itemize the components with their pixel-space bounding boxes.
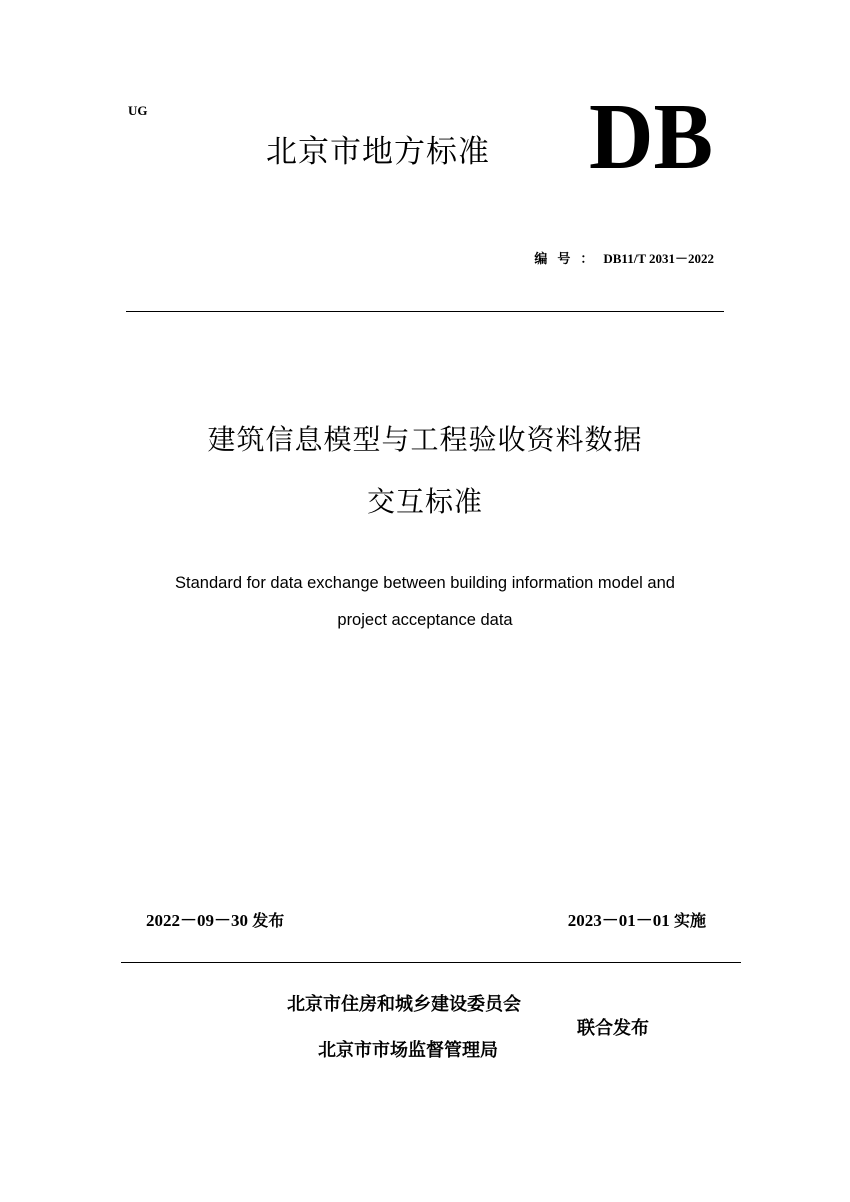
standard-number-label: 编号： [534, 251, 604, 266]
issuer-market-regulation: 北京市市场监督管理局 [318, 1040, 498, 1061]
effective-date-label: 实施 [673, 911, 706, 930]
effective-date-value: 2023－01－01 [567, 911, 670, 930]
db-logo [588, 98, 714, 172]
standard-type-title: 北京市地方标准 [266, 134, 490, 170]
standard-number-line [534, 250, 714, 268]
document-title-en-line2: project acceptance data [337, 611, 513, 629]
svg-text:DB: DB [589, 98, 713, 172]
bottom-divider [121, 962, 741, 963]
document-title-cn-line1: 建筑信息模型与工程验收资料数据 [207, 423, 643, 456]
top-divider [126, 311, 724, 312]
standard-number-value: DB11/T 2031－2022 [603, 251, 714, 266]
effective-date [568, 909, 706, 933]
classification-code: UG [128, 103, 148, 118]
publish-date [146, 909, 284, 933]
publish-date-value: 2022－09－30 [146, 911, 248, 930]
document-title-en-line1: Standard for data exchange between building information model and [175, 574, 675, 592]
joint-publication-label: 联合发布 [577, 1018, 649, 1039]
document-title-cn-line2: 交互标准 [366, 485, 483, 518]
issuer-housing-commission: 北京市住房和城乡建设委员会 [287, 994, 521, 1015]
publish-date-label: 发布 [252, 911, 285, 930]
